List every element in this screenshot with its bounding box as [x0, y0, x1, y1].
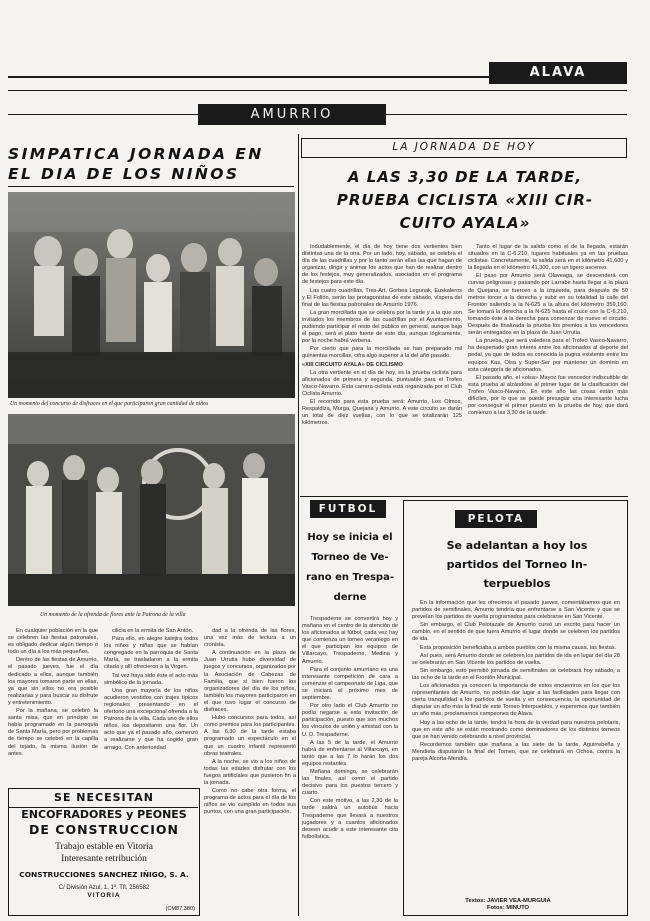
- paragraph: Por la mañana, se celebró la santa misa, que en principio se había programado en la parroquia de Santa María, pero por problemas de tiempo se celebró en la capilla del tejado, la misma ilusión de antes.: [8, 708, 98, 757]
- futbol-headline-line-1: Hoy se inicia el: [307, 532, 393, 543]
- right-story-col-1: [302, 244, 462, 494]
- photo-flower-offering-caption: Un momento de la ofrenda de flores ante la Patrona de la villa: [40, 612, 186, 618]
- futbol-headline-line-4: derne: [333, 592, 367, 603]
- left-headline-line-1: SIMPATICA JORNADA EN: [8, 145, 264, 163]
- ad-address: C/ División Azul, 1, 1º. Tfl. 256582: [58, 885, 150, 891]
- subheading: «XIII CIRCUITO AYALA» DE CICLISMO: [302, 361, 403, 368]
- pelota-body: [412, 600, 620, 892]
- paragraph: Recordemos también que mañana a las siete de la tarde, Aguirrebeña y Mendieta disputarán la final del Torneo, que se celebrará en Ochoa, contra la pareja Alcorta-Mendía.: [412, 741, 620, 762]
- paragraph: Las cuatro cuadrillas, Tres-Art, Gorbea Legunak, Euskaleros y El Follón, serán las protagonistas de este sábado, víspera del final de las fiestas patronales de Amurrio 1976.: [302, 287, 462, 308]
- paragraph: Esta proposición beneficiaba a ambos pueblos con la misma causa, las fiestas.: [420, 644, 617, 651]
- paragraph: La otra vertiente en el día de hoy, es la prueba ciclista para aficionados de primera y segunda, puntuable para el Trofeo Vasco-Navarro. Esta carrera ciclista está organizada por el Club Ciclista Amurrio.: [302, 369, 462, 397]
- paragraph: El paso por Amurrio será Olaveaga, se descenderá con curvas peligrosas y pasando por Larrabe hasta llegar a la plaza de Quejana, se tuercen a la izquierda, para después de 50 metros torcer a la derecha y subir en su totalidad la calle del Frontón saliendo a la N-625 a la altura del kilómetro 359,160. Se tomará la derecha a la N-625 hasta el cruce con la C-6.210, tomando éste a la derecha para comenzar de nuevo el circuito. Después de finalizada la prueba los premios a los vencedores serán entregados en la plaza de Juan Urrutia.: [468, 273, 628, 337]
- paragraph: Así pues, será Amurrio donde se celebren los partidos de ida en lugar del día 28 se celebrarán en San Vicente los partidos de vuelta.: [412, 652, 620, 666]
- paragraph: Dentro de las fiestas de Amurrio, el pasado jueves, fue el día dedicado a ellos, aunque también los mayores tomaron parte en ellas, ya que sin ellos no era posible realizarlas y para buscar su disfrute y entretenimiento.: [8, 657, 98, 706]
- photo-costume-contest: [8, 192, 295, 398]
- pelota-label: PELOTA: [455, 510, 537, 528]
- left-story-col-1: [8, 628, 98, 780]
- right-headline-line-3: CUITO AYALA»: [399, 214, 531, 232]
- left-headline-line-2: EL DIA DE LOS NIÑOS: [8, 165, 240, 183]
- paragraph: Para ello, en alegre kalejira todos los niños y niñas que se habían congregado en la parroquia de Santa María, se trasladaron a la ermita citada y allí ofrecieron a la Virgen.: [104, 636, 198, 671]
- photo-costume-contest-graphic: [8, 192, 295, 398]
- paragraph: La gran morcillada que se celebra por la tarde y a la que son invitados los miembros de las cuadrillas por el Ayuntamiento, pudiendo participar el resto del público en general, aunque bajo el pago, será el plato fuerte de este día, aunque lógicamente, por la noche habrá verbena.: [302, 309, 462, 345]
- ad-city: VITORIA: [87, 892, 121, 899]
- pelota-headline: [408, 536, 626, 593]
- ad-line-4: Trabajo estable en Vitoria: [55, 842, 153, 852]
- right-kicker: LA JORNADA DE HOY: [301, 138, 627, 158]
- futbol-headline-line-2: Torneo de Ve-: [311, 552, 389, 563]
- paragraph: El pasado año, el «olsa» Mayoz fue vencedor indiscutible de esta prueba al alzándose al primer lugar de la clasificación del Trofeo Vasco-Navarro. En este año las cosas están más difíciles, por lo que se puede presagiar una interesante lucha por conseguir el primer puesto en la prueba de hoy, que dará comienzo a las 3,30 de la tarde.: [468, 374, 628, 417]
- pelota-headline-line-2: partidos del Torneo In-: [446, 558, 588, 571]
- futbol-body: [302, 616, 398, 918]
- ad-rule: [9, 807, 198, 808]
- paragraph: Tanto el lugar de la salida como el de la llegada, estarán situados en la C-6.210, lugares habituales ya en las pruebas ciclistas. Concretamente, la salida será en el kilómetro 41,600 y la llegada en el kilómetro 41,300, con un ligero ascenso.: [468, 244, 628, 272]
- pelota-headline-line-3: terpueblos: [483, 577, 551, 590]
- paragraph: Indudablemente, el día de hoy tiene dos vertientes bien distintas una de la otra. Por un lado, hoy, sábado, se celebra el día de las cuadrillas y por lo tanto serán ellas las que hagan de organizar, dirigir y animar los actos que han de realizar dentro de los festejos, muy generalizados, asociados en el programa de festejos para este día.: [302, 244, 462, 286]
- left-story-col-3: [204, 628, 296, 918]
- futbol-label: FUTBOL: [310, 500, 386, 518]
- sports-rule: [300, 496, 628, 497]
- paragraph: Los aficionados ya conocen la importancia de estos encuentros en los que los representantes de Amurrio, no podrán dar lugar a las facilidades para llegar con cierta tranquilidad a los partidos de vuelta y en consecuencia, la oportunidad de disputar un año más la final de este Torneo Interpueblos, y esperemos que también un año más, proclamarnos campeones de Alava.: [412, 683, 620, 718]
- paragraph: Hoy a las ocho de la tarde, tendrá la hora de la verdad para nuestros pelotaris, que en este año se están mostrando como dominadores de los distintos torneos que se han venido celebrando a nivel provincial.: [412, 719, 620, 740]
- ad-line-2: ENCOFRADORES y PEONES: [21, 808, 187, 821]
- credits-text: Textos: JAVIER VEA-MURGUIA: [465, 898, 551, 904]
- ad-company: CONSTRUCCIONES SANCHEZ IÑIGO, S. A.: [19, 870, 189, 879]
- futbol-headline-line-3: rano en Trespa-: [306, 572, 394, 583]
- right-headline-line-2: PRUEBA CICLISTA «XIII CIR-: [336, 191, 594, 209]
- ad-line-3: DE CONSTRUCCION: [29, 822, 179, 837]
- right-story-col-2: [468, 244, 628, 494]
- ad-line-1: SE NECESITAN: [54, 791, 154, 804]
- paragraph: En la información que les ofrecimos el pasado jueves, comentábamos que en partidos de semifinales, Amurrio tendría que enfrentarse a San Vicente y que se preveían los partidos de vuelta programados para celebrarse en San Vicente.: [412, 600, 620, 621]
- paragraph: La prueba, que será valedera para el Trofeo Vasco-Navarro, ha despertado gran interés entre los aficionados al deporte del pedal, ya que de todos es conocida la pugna existente entre los equipos Kas, Olsa y Super-Ser por mantener un dominio en esta categoría de aficionados.: [468, 338, 628, 373]
- paragraph: Mañana domingo, se celebrarán las finales, así como el partido decisivo para los puestos tercero y cuarto.: [302, 768, 398, 797]
- paragraph: A las 5 de la tarde, el Amurrio habrá de enfrentarse al Villarcayo, en tanto que a las 7 lo harán los dos equipos restantes.: [302, 739, 398, 767]
- paragraph: Tal vez haya sido éste el acto más simbólico de la jornada.: [104, 672, 198, 686]
- pelota-headline-line-1: Se adelantan a hoy los: [446, 539, 588, 552]
- paragraph: cilicia en la ermita de San Antón.: [112, 628, 194, 634]
- column-divider: [298, 134, 299, 916]
- right-headline-line-1: A LAS 3,30 DE LA TARDE,: [347, 168, 583, 186]
- right-headline: [302, 166, 628, 235]
- job-advertisement: [8, 788, 200, 916]
- photo-flower-offering: [8, 414, 295, 606]
- left-headline-underline: [8, 186, 294, 187]
- town-rule-left: [8, 114, 198, 115]
- paragraph: Por otro lado el Club Amurrio no podía negarse a esta invitación de participación, puesto que son muchos los vínculos de unión y amistad con la U. D. Trespaderne.: [302, 703, 398, 738]
- town-label: AMURRIO: [198, 104, 386, 125]
- photo-flower-offering-graphic: [8, 414, 295, 606]
- credits: [418, 898, 598, 912]
- paragraph: Para el conjunto amurriano es una interesante competición de cara a comenzar el campeonato de Liga, que se iniciará el próximo mes de septiembre.: [302, 666, 398, 702]
- ad-line-5: Interesante retribución: [61, 854, 147, 864]
- paragraph: Por cierto que para la morcillada se han preparado mil quinientas morcillas, cifra algo superior a la del año pasado.: [302, 346, 462, 360]
- paragraph: Trespaderne se convertirá hoy y mañana en el centro de la atención de los aficionados al fútbol, cada vez hay que comienza un torneo veraniego en el que participan los equipos de Villarcayo, Trespaderne, Medina y Amurrio.: [302, 616, 398, 665]
- paragraph: A continuación en la plaza de Juan Urrutia hubo diversidad de juegos y concursos, organizados por la Asociación de Cabezas de Familia, que si bien fueron los organizadores del día de los niños, también los mayores participaron en el que tuvo lugar el concurso de disfraces.: [204, 650, 296, 714]
- paragraph: Una gran mayoría de los niños acudieron vestidos con trajes típicos regionales presentando en el ofertorio una excepcional ofrenda a la Patrona de la villa. Cada uno de ellos niños, los depositaron una flor. Un acto que ya el pasado año, comenzó a realizarse y que ha cogido gran arraigo. Con anterioridad: [104, 687, 198, 751]
- paragraph: Como no cabe otra forma, el programa de actos para el día de los niños se vio cumplido en todos sus puntos, con una gran participación.: [204, 788, 296, 816]
- paragraph: Con este motivo, a las 2,30 de la tarde saldrá un autobús hacia Trespaderne que llevará a nuestros jugadores y a cuantos aficionados deseen acudir a este interesante cita futbolística.: [302, 798, 398, 840]
- paragraph: El recorrido para esta prueba será: Amurrio, Los Olmos, Respaldiza, Murga, Quejana y Amurrio. A este circuito se darán un total de diez vueltas, con lo que se totalizarán 125 kilómetros.: [302, 398, 462, 427]
- section-label: ALAVA: [489, 62, 627, 84]
- paragraph: A la noche, se vio a los niños de todas las edades disfrutar con los fuegos artificiales que pusieron fin a la jornada.: [204, 758, 296, 786]
- paragraph: Sin embargo, esto permitió jornada de semifinales se celebrará hoy sábado, a las ocho de la tarde en el Frontón Municipal.: [412, 667, 620, 681]
- ad-reference: (CM87.380): [165, 906, 195, 912]
- futbol-headline: [302, 528, 398, 608]
- left-headline: [8, 144, 294, 184]
- paragraph: En cualquier población en la que se celebren las fiestas patronales, es obligado dedicar algún tiempo o todo un día a los más pequeños.: [8, 628, 98, 656]
- header-rule-bottom: [8, 90, 627, 91]
- header-rule-top: [8, 76, 489, 78]
- paragraph: Hubo concursos para todos, así como premios para los participantes. A las 6,30 de la tarde estaba programado un espectáculo en el que un cuadro infantil representó obras teatrales.: [204, 715, 296, 757]
- town-rule-right: [386, 114, 627, 115]
- paragraph: dad a la ofrenda de las flores, una vez más de lectura a un cronista.: [204, 628, 296, 649]
- credits-photos: Fotos: MINUTO: [486, 905, 530, 911]
- paragraph: Sin embargo, el Club Pelotazale de Amurrio cursó un escrito para hacer un cambio, en el sentido de que fuera Amurrio el lugar donde se celebren los partidos de ida.: [412, 622, 620, 643]
- photo-costume-contest-caption: Un momento del concurso de disfraces en el que participaron gran cantidad de niños: [10, 401, 209, 407]
